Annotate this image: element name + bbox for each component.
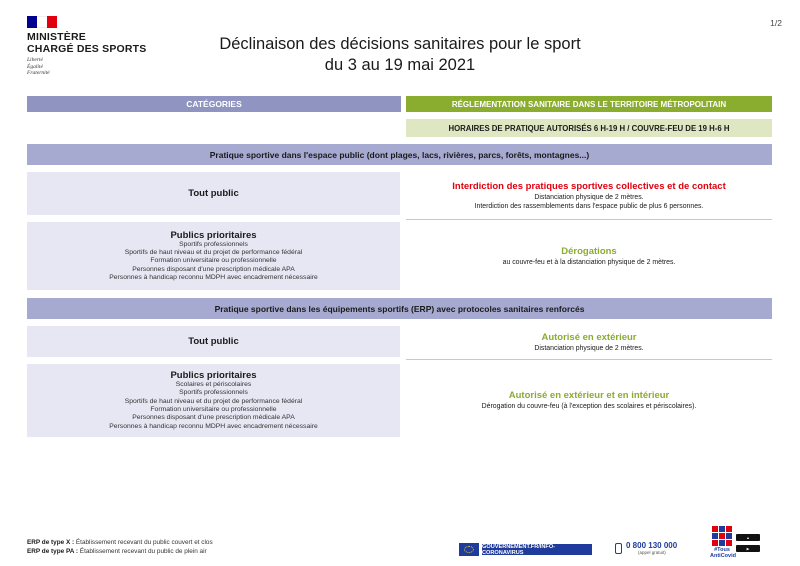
category-cell [27, 364, 400, 437]
category-cell [27, 222, 400, 290]
phone-icon [615, 543, 622, 554]
gov-info-link[interactable]: GOUVERNEMENT.FR/INFO-CORONAVIRUS [482, 544, 592, 555]
category-label: Tout public [188, 188, 239, 199]
row-divider [406, 359, 772, 360]
tousanticovid-logo-icon [712, 526, 732, 546]
regulation-header: RÉGLEMENTATION SANITAIRE DANS LE TERRITOIRE MÉTROPOLITAIN [406, 96, 772, 112]
regulation-title: Dérogations [561, 245, 617, 257]
regulation-cell [406, 174, 772, 218]
eu-flag-icon [459, 543, 479, 556]
section-public-space-title: Pratique sportive dans l'espace public (dont plages, lacs, rivières, parcs, forêts, montagnes...) [27, 144, 772, 165]
phone-number[interactable]: 0 800 130 000 [626, 541, 678, 550]
category-cell [27, 326, 400, 357]
category-label: Tout public [188, 336, 239, 347]
regulation-line: Interdiction des rassemblements dans l'espace public de plus 6 personnes. [474, 203, 704, 210]
category-item: Sportifs professionnels [179, 389, 248, 397]
title-line1: Déclinaison des décisions sanitaires pour le sport [219, 35, 581, 53]
footnote-erp-x [27, 538, 213, 547]
regulation-line: Distanciation physique de 2 mètres. [534, 344, 644, 352]
category-item: Personnes à handicap reconnu MDPH avec encadrement nécessaire [109, 422, 318, 430]
footnotes [27, 538, 213, 556]
google-play-badge-icon[interactable]: ▶ [736, 545, 760, 552]
regulation-line: Distanciation physique de 2 mètres. [534, 194, 644, 201]
regulation-title: Autorisé en extérieur [541, 331, 637, 343]
regulation-title: Autorisé en extérieur et en intérieur [508, 390, 670, 401]
row-divider [406, 219, 772, 220]
hours-banner: HORAIRES DE PRATIQUE AUTORISÉS 6 H-19 H / COUVRE-FEU DE 19 H-6 H [406, 119, 772, 137]
regulation-line: Dérogation du couvre-feu (à l'exception des scolaires et périscolaires). [481, 403, 697, 410]
page-number: 1/2 [770, 18, 782, 28]
category-label: Publics prioritaires [170, 370, 257, 382]
category-item: Formation universitaire ou professionnelle [150, 257, 277, 265]
tousanticovid-label: #Tous AntiCovid [710, 547, 736, 559]
phone-free-call: (appel gratuit) [638, 550, 666, 555]
category-item: Formation universitaire ou professionnelle [150, 406, 277, 413]
footnote-text: Établissement recevant du public de plein air [78, 548, 207, 555]
footnote-text: Établissement recevant du public couvert et clos [74, 539, 213, 546]
footnote-erp-pa [27, 547, 213, 556]
republique-francaise-flag-logo [27, 16, 57, 28]
motto-egalite: Égalité [27, 63, 43, 70]
app-store-badge-icon[interactable]: ▲ [736, 534, 760, 541]
regulation-line: au couvre-feu et à la distanciation physique de 2 mètres. [502, 258, 676, 266]
footnote-label: ERP de type X : [27, 539, 75, 546]
footnote-label: ERP de type PA : [27, 548, 79, 555]
category-item: Personnes disposant d'une prescription médicale APA [132, 414, 295, 422]
regulation-cell [406, 326, 772, 358]
ministry-line2: CHARGÉ DES SPORTS [27, 43, 147, 55]
motto-fraternite: Fraternité [27, 70, 50, 76]
title-line2: du 3 au 19 mai 2021 [324, 56, 476, 74]
motto-liberte: Liberté [27, 57, 43, 63]
regulation-cell [406, 364, 772, 437]
category-item: Scolaires et périscolaires [175, 381, 252, 389]
regulation-cell [406, 222, 772, 290]
category-cell [27, 172, 400, 215]
section-erp-title: Pratique sportive dans les équipements sportifs (ERP) avec protocoles sanitaires renforcés [27, 298, 772, 319]
regulation-title: Interdiction des pratiques sportives collectives et de contact [452, 181, 726, 192]
page-title [0, 34, 800, 76]
category-item: Sportifs professionnels [179, 240, 248, 248]
category-item: Sportifs de haut niveau et du projet de performance fédéral [124, 249, 303, 257]
ministry-line1: MINISTÈRE [27, 31, 86, 43]
category-item: Sportifs de haut niveau et du projet de performance fédéral [124, 397, 303, 405]
categories-header: CATÉGORIES [27, 96, 401, 112]
category-item: Personnes à handicap reconnu MDPH avec encadrement nécessaire [109, 273, 318, 281]
category-item: Personnes disposant d'une prescription médicale APA [132, 265, 295, 273]
category-label: Publics prioritaires [170, 229, 257, 241]
